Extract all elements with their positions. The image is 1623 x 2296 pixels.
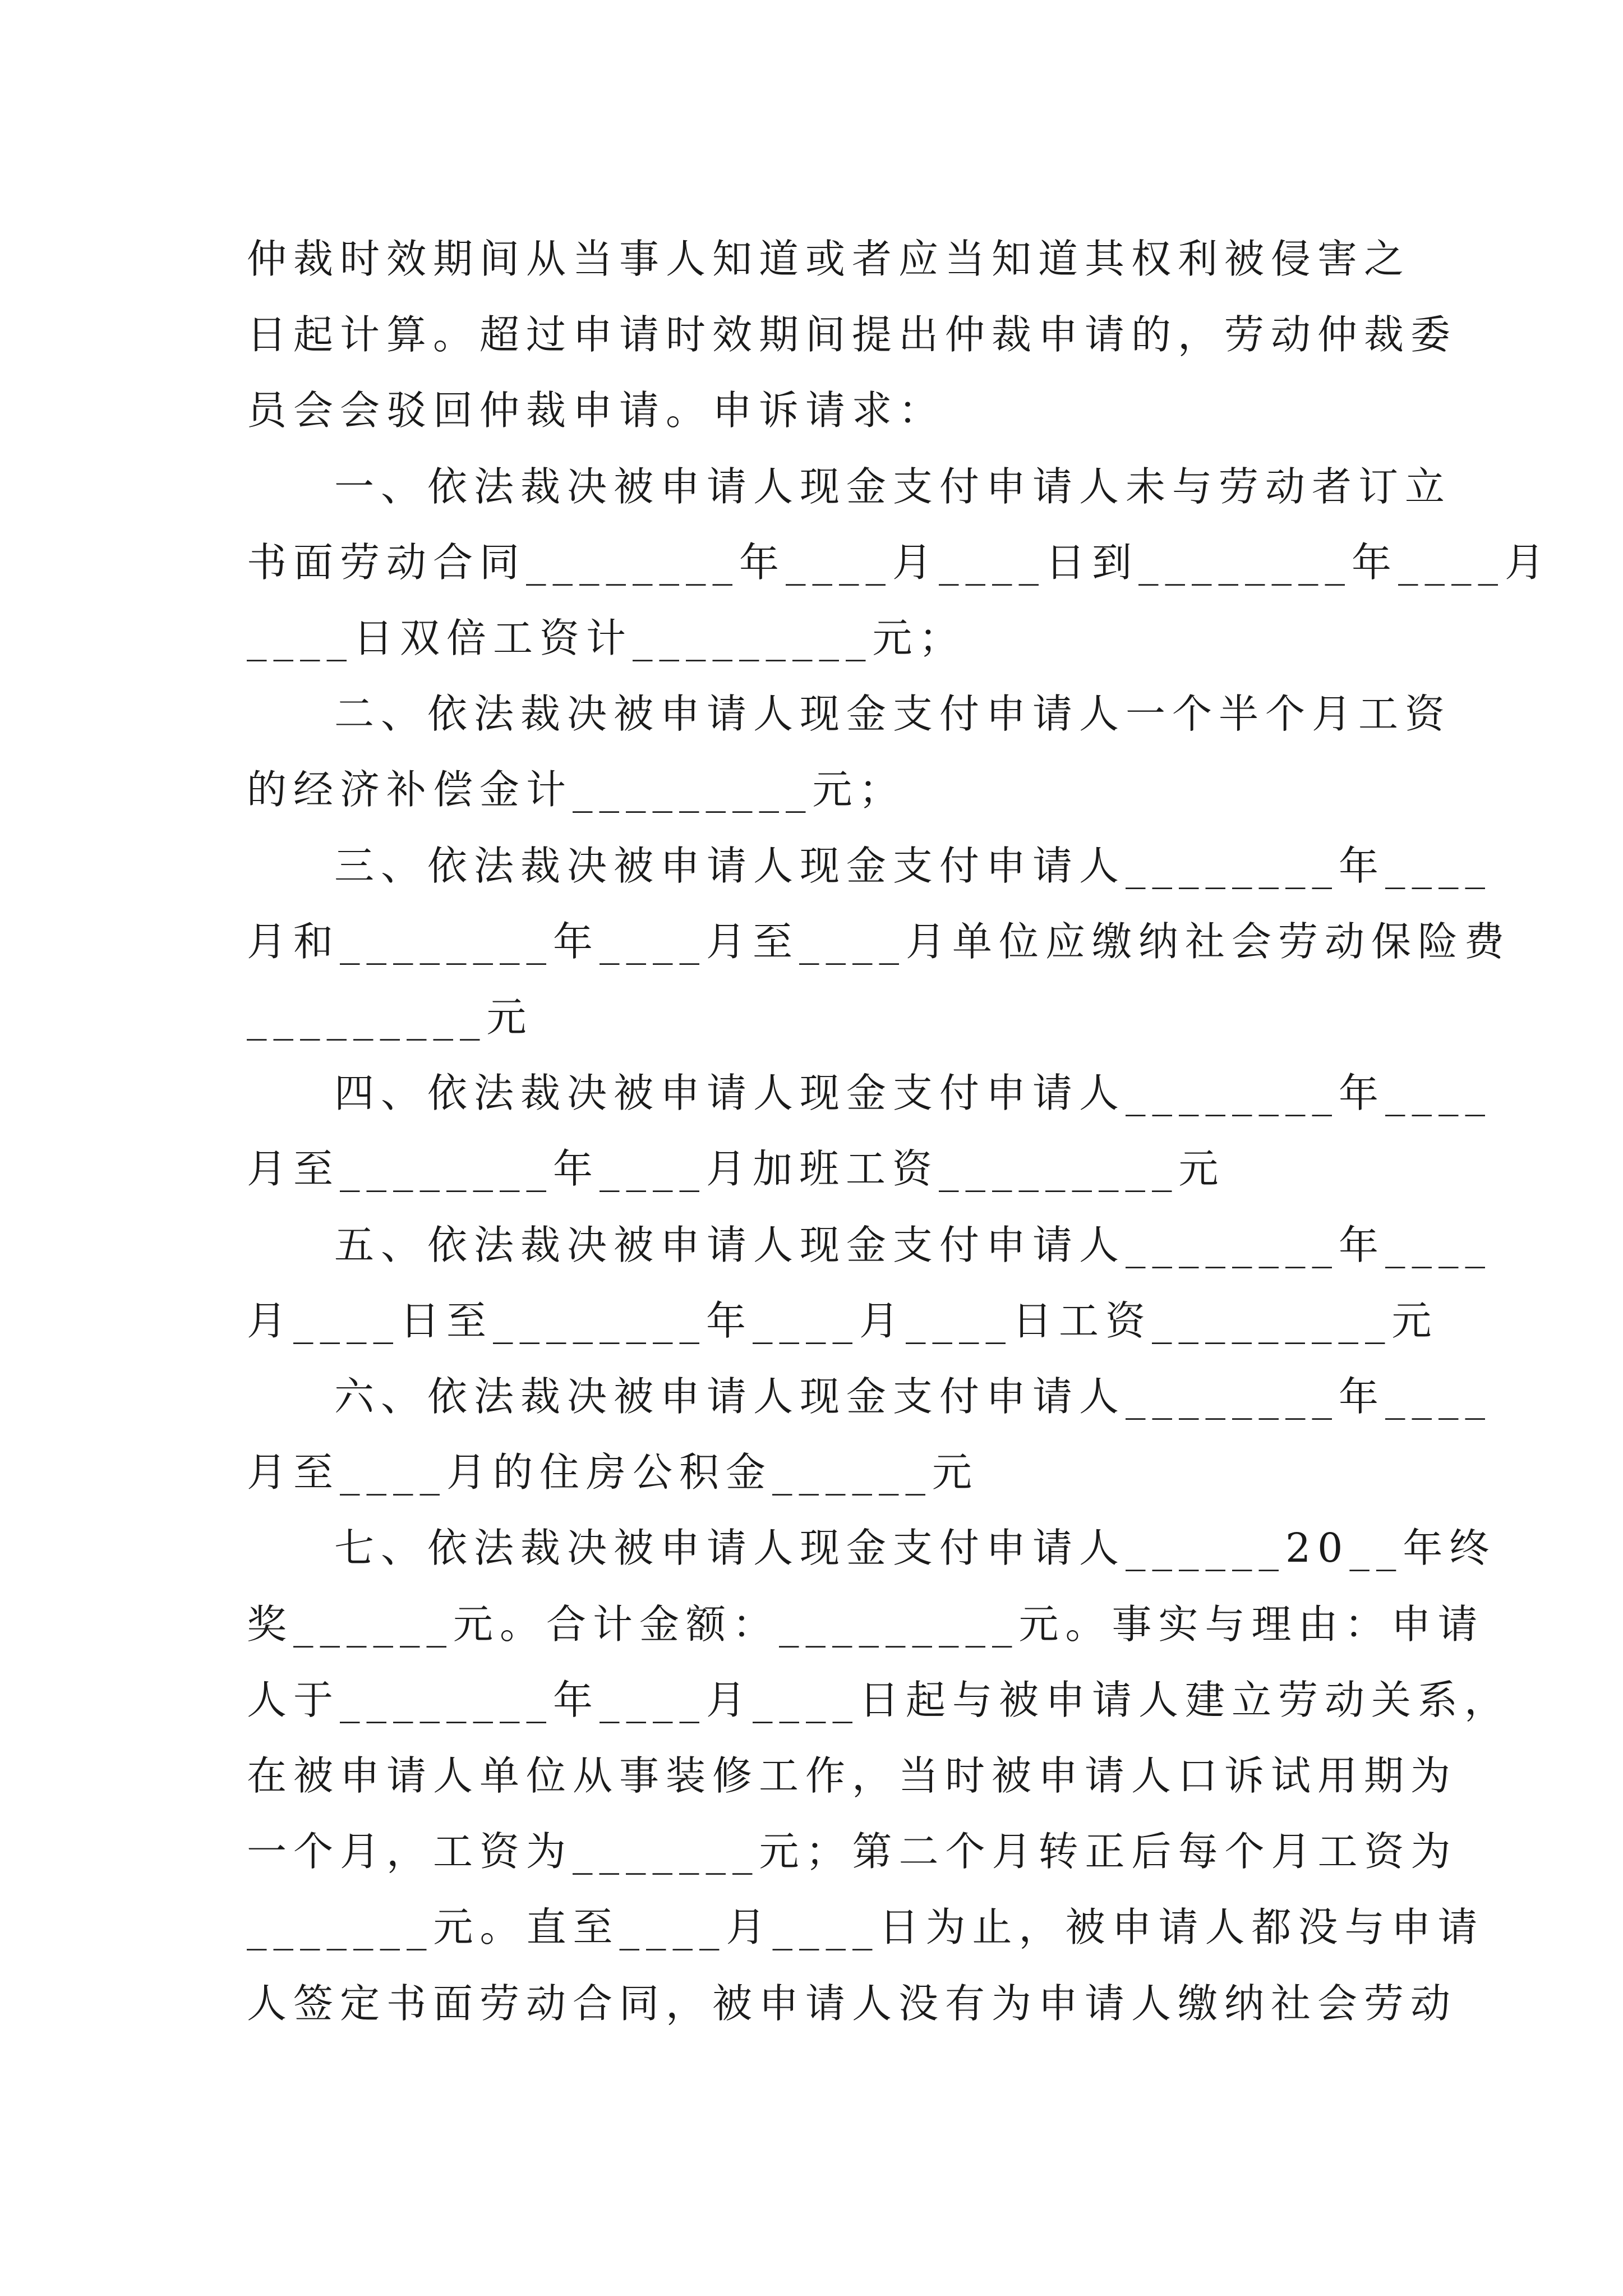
text-line: 月____日至________年____月____日工资_________元	[247, 1297, 1438, 1344]
text-line: ____日双倍工资计_________元；	[247, 615, 966, 661]
text-line: 七、依法裁决被申请人现金支付申请人______20__年终	[334, 1525, 1496, 1571]
text-line: 奖______元。合计金额：_________元。事实与理由：申请	[247, 1601, 1484, 1648]
text-line: 月和________年____月至____月单位应缴纳社会劳动保险费	[247, 918, 1511, 965]
text-line: 月至____月的住房公积金______元	[247, 1449, 979, 1496]
text-line: 二、依法裁决被申请人现金支付申请人一个半个月工资	[334, 691, 1452, 737]
text-line: 五、依法裁决被申请人现金支付申请人________年____	[334, 1222, 1492, 1268]
text-line: 书面劳动合同________年____月____日到________年____月	[247, 539, 1552, 586]
text-line: 仲裁时效期间从当事人知道或者应当知道其权利被侵害之	[247, 236, 1411, 282]
text-line: 一、依法裁决被申请人现金支付申请人未与劳动者订立	[334, 463, 1452, 510]
text-line: 人签定书面劳动合同，被申请人没有为申请人缴纳社会劳动	[247, 1980, 1458, 2027]
text-line: 四、依法裁决被申请人现金支付申请人________年____	[334, 1070, 1492, 1116]
text-line: 六、依法裁决被申请人现金支付申请人________年____	[334, 1373, 1492, 1420]
text-line: 日起计算。超过申请时效期间提出仲裁申请的，劳动仲裁委	[247, 311, 1458, 358]
text-line: 员会会驳回仲裁申请。申诉请求：	[247, 387, 946, 434]
text-line: 在被申请人单位从事装修工作，当时被申请人口诉试用期为	[247, 1752, 1458, 1799]
text-line: 三、依法裁决被申请人现金支付申请人________年____	[334, 843, 1492, 889]
text-line: 一个月，工资为_______元；第二个月转正后每个月工资为	[247, 1828, 1458, 1875]
text-line: 的经济补偿金计_________元；	[247, 766, 906, 813]
text-line: _______元。直至____月____日为止，被申请人都没与申请	[247, 1904, 1484, 1950]
text-line: _________元	[247, 994, 533, 1041]
text-line: 月至________年____月加班工资_________元	[247, 1145, 1225, 1192]
text-line: 人于________年____月____日起与被申请人建立劳动关系，	[247, 1677, 1511, 1723]
